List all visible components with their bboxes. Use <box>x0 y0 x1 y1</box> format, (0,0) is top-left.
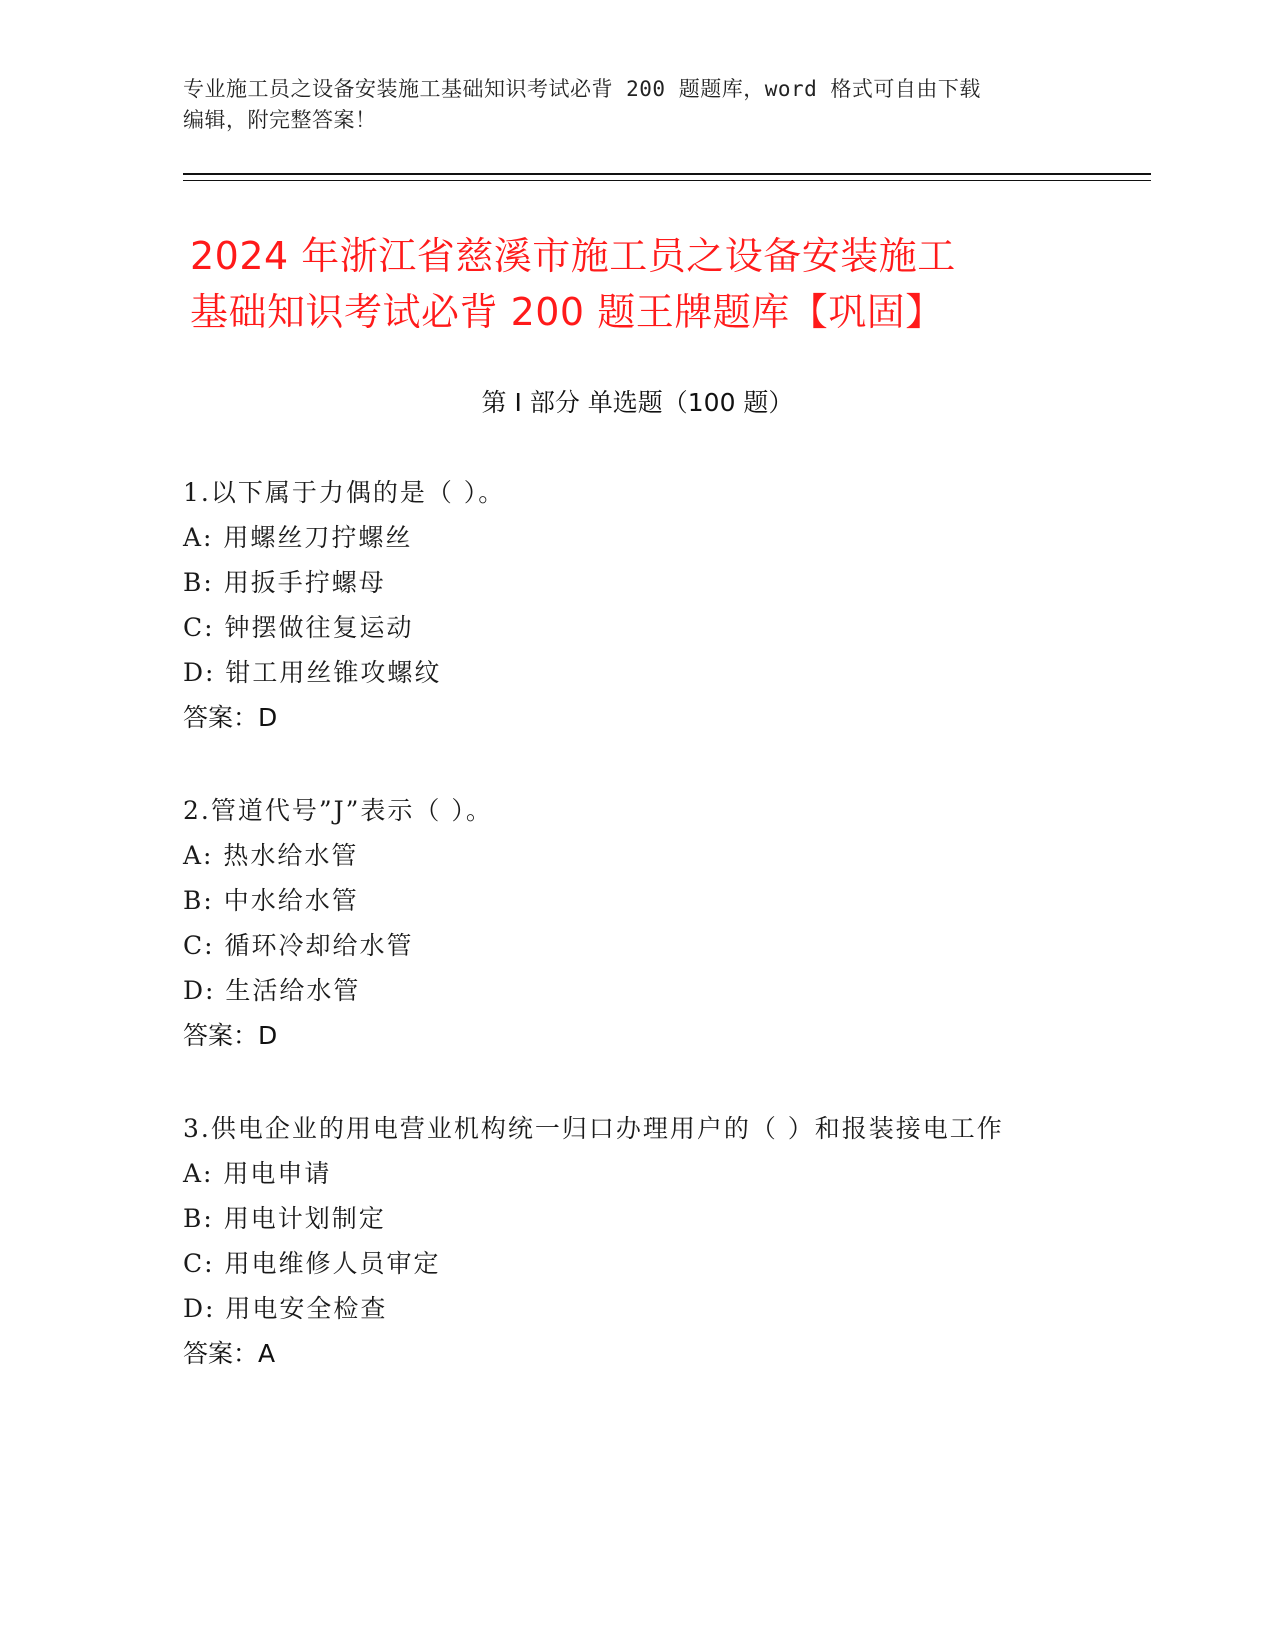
option-c: C: 用电维修人员审定 <box>183 1249 441 1278</box>
header-note <box>183 74 1083 136</box>
option-c: C: 循环冷却给水管 <box>183 931 414 960</box>
header-note-line-1: 专业施工员之设备安装施工基础知识考试必背 200 题题库，word 格式可自由下载 <box>183 77 981 101</box>
document-title-line-2: 基础知识考试必背 200 题王牌题库【巩固】 <box>190 290 944 334</box>
option-b: B: 中水给水管 <box>183 886 359 915</box>
answer-line: 答案：A <box>183 1339 276 1368</box>
question-block <box>183 788 1103 1058</box>
option-a: A: 用螺丝刀拧螺丝 <box>183 523 413 552</box>
option-a: A: 热水给水管 <box>183 841 359 870</box>
option-d: D: 钳工用丝锥攻螺纹 <box>183 658 442 687</box>
section-heading: 第 I 部分 单选题（100 题） <box>481 388 794 417</box>
option-a: A: 用电申请 <box>183 1159 332 1188</box>
document-title <box>190 228 1090 340</box>
option-d: D: 生活给水管 <box>183 976 361 1005</box>
question-stem: 3.供电企业的用电营业机构统一归口办理用户的（ ）和报装接电工作 <box>183 1114 1004 1143</box>
header-note-line-2: 编辑，附完整答案！ <box>183 108 377 132</box>
option-b: B: 用扳手拧螺母 <box>183 568 386 597</box>
question-stem: 1.以下属于力偶的是（ ）。 <box>183 478 506 507</box>
answer-line: 答案：D <box>183 703 278 732</box>
header-rule-thin <box>183 180 1151 181</box>
question-block <box>183 470 1103 740</box>
option-d: D: 用电安全检查 <box>183 1294 388 1323</box>
question-block <box>183 1106 1103 1376</box>
answer-line: 答案：D <box>183 1021 278 1050</box>
option-c: C: 钟摆做往复运动 <box>183 613 414 642</box>
document-title-line-1: 2024 年浙江省慈溪市施工员之设备安装施工 <box>190 234 956 278</box>
header-rule-thick <box>183 173 1151 175</box>
question-stem: 2.管道代号”J”表示（ ）。 <box>183 796 493 825</box>
option-b: B: 用电计划制定 <box>183 1204 386 1233</box>
